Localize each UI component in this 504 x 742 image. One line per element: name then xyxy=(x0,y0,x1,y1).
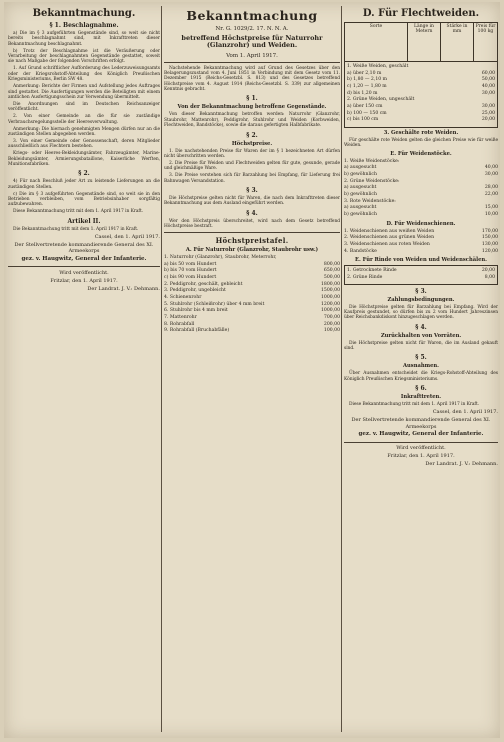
table-row: 3. Peddigrohr, ungebleicht 1500,00 xyxy=(164,288,340,294)
table-row: 4. Schienenrohr 1000,00 xyxy=(164,295,340,300)
section-heading: § 2. xyxy=(246,131,258,139)
paragraph: Wer den Höchstpreis überschreitet, wird nach dem Gesetz betreffend Höchstpreise bestraft. xyxy=(164,218,340,230)
section-title: Ausnahmen. xyxy=(403,363,439,370)
rinde-table xyxy=(344,265,498,284)
section-heading: § 3. xyxy=(246,186,258,194)
table-row: 3. Weidenschienen aus roten Weiden 130,00 xyxy=(344,241,498,247)
paragraph: Die Anordnungen sind im Deutschen Reichsanzeiger veröffentlicht. xyxy=(8,101,160,113)
section-title: E. Für Rinde von Weiden und Weidenschälen. xyxy=(355,257,487,264)
table-row: 2. Peddigrohr, geschält, gebleicht 1800,00 xyxy=(164,281,340,287)
paragraph: a) Die im § 3 aufgeführten Gegenstände sind, so weit sie nicht bereits beschlagnahmt sind, mit Inkrafttreten dieser Bekanntmachung beschlagnahmt. xyxy=(8,31,160,47)
signature: Der Landrat. J. V.: Dehmann. xyxy=(87,285,160,292)
column-left xyxy=(8,6,160,732)
table-row: b) gewöhnlich 10,00 xyxy=(344,211,498,217)
section-title: Von der Bekanntmachung betroffene Gegenstände. xyxy=(177,104,327,111)
paragraph: Nachstehende Bekanntmachung wird auf Grund des Gesetzes über den Belagerungszustand vom 4. Juni 1851 in Verbindung mit dem Gesetz vom 11. Dezember 1915 (Reichs-Gesetzbl. S. 813) und des Gesetzes betreffend Höchstpreise vom 4. August 1914 (Reichs-Gesetzbl. S. 339) zur allgemeinen Kenntnis gebracht. xyxy=(164,65,340,93)
paragraph: 1. Auf Grund schriftlicher Aufforderung des Lederzuweisungsamts oder der Kriegsrohstoff-Abteilung des Königlich Preußischen Kriegsministeriums, Berlin SW 48. xyxy=(8,66,160,83)
paragraph: Die Höchstpreise gelten für Barzahlung bei Empfang. Wird der Kaufpreis gestundet, so dürfen bis zu 2 vom Hundert Jahreszinsen über Reichsbankdiskont hinzugeschlagen werden. xyxy=(344,304,498,321)
place-date: Fritzlar, den 1. April 1917. xyxy=(50,277,118,284)
paragraph: b) Trotz der Beschlagnahme ist die Veräußerung oder Verarbeitung der beschlagnahmten Gegenstände gestattet, soweit sie nach Maßgabe der folgenden Vorschriften erfolgt. xyxy=(8,48,160,65)
table-row: a) bis 50 vom Hundert 800,00 xyxy=(164,261,340,267)
table-row: b) 1,80 — 2,10 m 50,00 xyxy=(347,77,495,83)
main-title: Bekanntmachung xyxy=(186,8,318,23)
paragraph: 1. Die nachstehenden Preise für Waren der im § 1 bezeichneten Art dürfen nicht überschritten werden. xyxy=(164,148,340,159)
paragraph: Diese Bekanntmachung tritt mit dem 1. April 1917 in Kraft. xyxy=(13,209,144,215)
table-header-cell: Stärke in mm xyxy=(441,23,474,61)
column-right-title: D. Für Flechtweiden. xyxy=(362,8,480,19)
table-header-cell: Sorte xyxy=(345,23,408,61)
divider xyxy=(164,62,340,63)
table-row: 8. Rohrabfall 200,00 xyxy=(164,321,340,327)
table-row: 1. Weiße Weidenstöcke: xyxy=(344,158,400,164)
table-header xyxy=(345,23,497,62)
price-table xyxy=(344,22,498,128)
issuing-office: Der Stellvertretende kommandierende General des XI. Armeekorps xyxy=(351,416,491,430)
paragraph: 4) Für nach Beschluß jeder Art zu leistende Lieferungen an die zuständigen Stellen. xyxy=(8,179,160,190)
table-row: a) ausgesucht 28,00 xyxy=(344,185,498,191)
signature: Der Landrat. J. V.: Dehmann. xyxy=(425,460,498,467)
table-row: 1. Naturrohr (Glanzrohr), Staubrohr, Meterrohr, xyxy=(164,255,277,261)
tariff-table xyxy=(164,255,340,335)
paragraph: 2. Von einer Gemeinde an die für sie zuständige Verbrauchsregelungsstelle der Heeresverwaltung. xyxy=(8,114,160,125)
section-title: Inkrafttreten. xyxy=(400,394,442,401)
table-header-cell: Preis für 100 kg xyxy=(475,24,496,34)
paragraph: Kriegs- oder Heeres-Bekleidungsämter, Fahrzeugämter, Marine-Bekleidungsämter, Armierungsbataillone, Kaiserliche Werften, Munitionsfabriken. xyxy=(8,151,160,167)
signature: gez. v. Haugwitz, General der Infanterie. xyxy=(358,431,484,438)
paragraph: Über Ausnahmen entscheidet die Kriegs-Rohstoff-Abteilung des Königlich Preußischen Kriegsministeriums. xyxy=(344,371,498,382)
table-row: a) über 2,10 m 60,00 xyxy=(347,70,495,76)
issuing-office: Der Stellvertretende kommandierende General des XI. Armeekorps xyxy=(14,241,154,255)
table-row: 4. Bandstöcke 120,00 xyxy=(344,248,498,254)
table-row: c) bis 100 cm 20,00 xyxy=(347,117,495,123)
document-number: Nr. G. 1029/2. 17. N. N. A. xyxy=(215,26,289,32)
paragraph: 2. Die Preise für Weiden und Flechtweiden gelten für gute, gesunde, gerade und gleichmäßige Ware. xyxy=(164,160,340,172)
paragraph: Die Höchstpreise gelten nicht für Waren, die im Ausland gekauft sind. xyxy=(344,340,498,351)
table-row: 2. Grüne Rinde 8,00 xyxy=(347,274,495,280)
paragraph: Diese Bekanntmachung tritt mit dem 1. April 1917 in Kraft. xyxy=(349,402,480,408)
section-heading: § 1. xyxy=(246,95,258,103)
divider xyxy=(164,232,340,233)
section-heading: § 5. xyxy=(415,354,427,362)
table-row: b) gewöhnlich 22,00 xyxy=(344,191,498,197)
section-heading: § 2. xyxy=(78,170,90,178)
table-row: a) über 150 cm 30,00 xyxy=(347,103,495,109)
published-note: Wird veröffentlicht. xyxy=(59,270,109,277)
table-row: 3. Rote Weidenstöcke: xyxy=(344,198,396,204)
tariff-title: Höchstpreistafel. xyxy=(215,236,289,246)
section-title: Zahlungsbedingungen. xyxy=(387,296,455,303)
signature: gez. v. Haugwitz, General der Infanterie. xyxy=(21,256,147,263)
table-row: 7. Mattenrohr 700,00 xyxy=(164,314,340,320)
paragraph: c) Die im § 3 aufgeführten Gegenstände sind, so weit sie in den Betrieben verbleiben, vom Betriebsinhaber sorgfältig aufzubewahren. xyxy=(8,191,160,208)
published-note: Wird veröffentlicht. xyxy=(396,445,446,452)
section-title: 3. Geschälte rote Weiden. xyxy=(383,129,459,136)
table-row: 2. Grüne Weidenstöcke: xyxy=(344,178,400,184)
paragraph: Anmerkung: Berichte der Firmen und Aufstellung jedes Auftrages sind gestattet. Die Ausfertigungen werden die Beteiligten mit einem amtlichen Ausfertigungsschein zur Verwendung übermittelt. xyxy=(8,84,160,100)
table-row: 1. Weiße Weiden, geschält xyxy=(347,64,409,69)
section-heading: § 1. Beschlagnahme. xyxy=(49,22,119,29)
table-row: a) ausgesucht 15,00 xyxy=(344,205,498,211)
tariff-subtitle: A. Für Naturrohr (Glanzrohr, Staubrohr usw.) xyxy=(185,247,319,254)
document-date: Vom 1. April 1917. xyxy=(226,52,278,59)
section-title: D. Für Weidenschienen. xyxy=(386,220,456,227)
table-row: a) ausgesucht 40,00 xyxy=(344,165,498,171)
paragraph: Die Bekanntmachung tritt mit dem 1. April 1917 in Kraft. xyxy=(13,226,139,232)
table-row: 6. Stuhlrohr bis 4 mm breit 1000,00 xyxy=(164,308,340,314)
table-row: 1. Getrocknete Rinde 20,00 xyxy=(347,268,495,274)
column-right xyxy=(344,6,498,732)
table-row: 2. Grüne Weiden, ungeschält xyxy=(347,97,415,103)
table-row: c) bis 90 vom Hundert 500,00 xyxy=(164,275,340,281)
section-title: Höchstpreise. xyxy=(231,140,273,147)
table-row: 5. Stuhlrohr (Schleißrohr) über 4 mm breit 1200,00 xyxy=(164,301,340,307)
divider xyxy=(344,442,498,443)
table-row: b) gewöhnlich 30,00 xyxy=(344,171,498,177)
section-heading: Artikel II. xyxy=(67,217,101,225)
table-row: 1. Weidenschienen aus weißen Weiden 170,00 xyxy=(344,228,498,234)
column-rule xyxy=(341,6,342,732)
section-heading: § 4. xyxy=(246,209,258,217)
paragraph: Von dieser Bekanntmachung betroffen werden: Naturrohr (Glanzrohr, Staubrohr, Mattenrohr), Peddigrohr, Stuhlrohr und Weiden (Korbweiden, Flechtweiden, Bandstöcke), sowie die daraus gefertigten Halbfabrikate. xyxy=(164,112,340,129)
place-date: Cassel, den 1. April 1917. xyxy=(94,233,160,240)
table-header-cell: Länge in Metern xyxy=(408,23,441,61)
divider xyxy=(8,266,160,267)
section-title: Zurückhalten von Vorräten. xyxy=(380,332,462,339)
newspaper-page xyxy=(4,2,500,738)
paragraph: 3. Die Preise verstehen sich für Barzahlung bei Empfang, für Lieferung frei Bahnwagen Versandstation. xyxy=(164,173,340,184)
section-title: E. Für Weidenstöcke. xyxy=(390,150,452,157)
column-left-title: Bekanntmachung. xyxy=(32,8,136,19)
table-row: b) bis 70 vom Hundert 650,00 xyxy=(164,268,340,274)
paragraph: 3. Von einer Gemeinde oder Genossenschaft, deren Mitglieder ausschließlich aus Flechtern bestehen. xyxy=(8,138,160,150)
table-row: d) bis 1,20 m 30,00 xyxy=(347,90,495,96)
section-heading: § 6. xyxy=(415,385,427,393)
document-subject: betreffend Höchstpreise für Naturrohr (Glanzrohr) und Weiden. xyxy=(181,34,323,50)
column-rule xyxy=(161,6,162,732)
table-row: 9. Rohrabfall (Bruchabfälle) 100,00 xyxy=(164,328,340,334)
place-date: Cassel, den 1. April 1917. xyxy=(432,409,498,416)
section-heading: § 4. xyxy=(415,323,427,331)
table-row: 2. Weidenschienen aus grünen Weiden 150,00 xyxy=(344,235,498,241)
paragraph: Für geschälte rote Weiden gelten die gleichen Preise wie für weiße Weiden. xyxy=(344,137,498,149)
table-row: c) 1,20 — 1,80 m 40,00 xyxy=(347,83,495,89)
table-row: b) 100 — 150 cm 25,00 xyxy=(347,110,495,116)
column-center xyxy=(164,6,340,732)
section-heading: § 3. xyxy=(415,287,427,295)
paragraph: Anmerkung: Die hiernach genehmigten Mengen dürfen nur an die zuständigen Stellen abgegeben werden. xyxy=(8,126,160,137)
paragraph: Die Höchstpreise gelten nicht für Waren, die nach dem Inkrafttreten dieser Bekanntmachung aus dem Ausland eingeführt werden. xyxy=(164,195,340,207)
place-date: Fritzlar, den 1. April 1917. xyxy=(387,453,455,460)
